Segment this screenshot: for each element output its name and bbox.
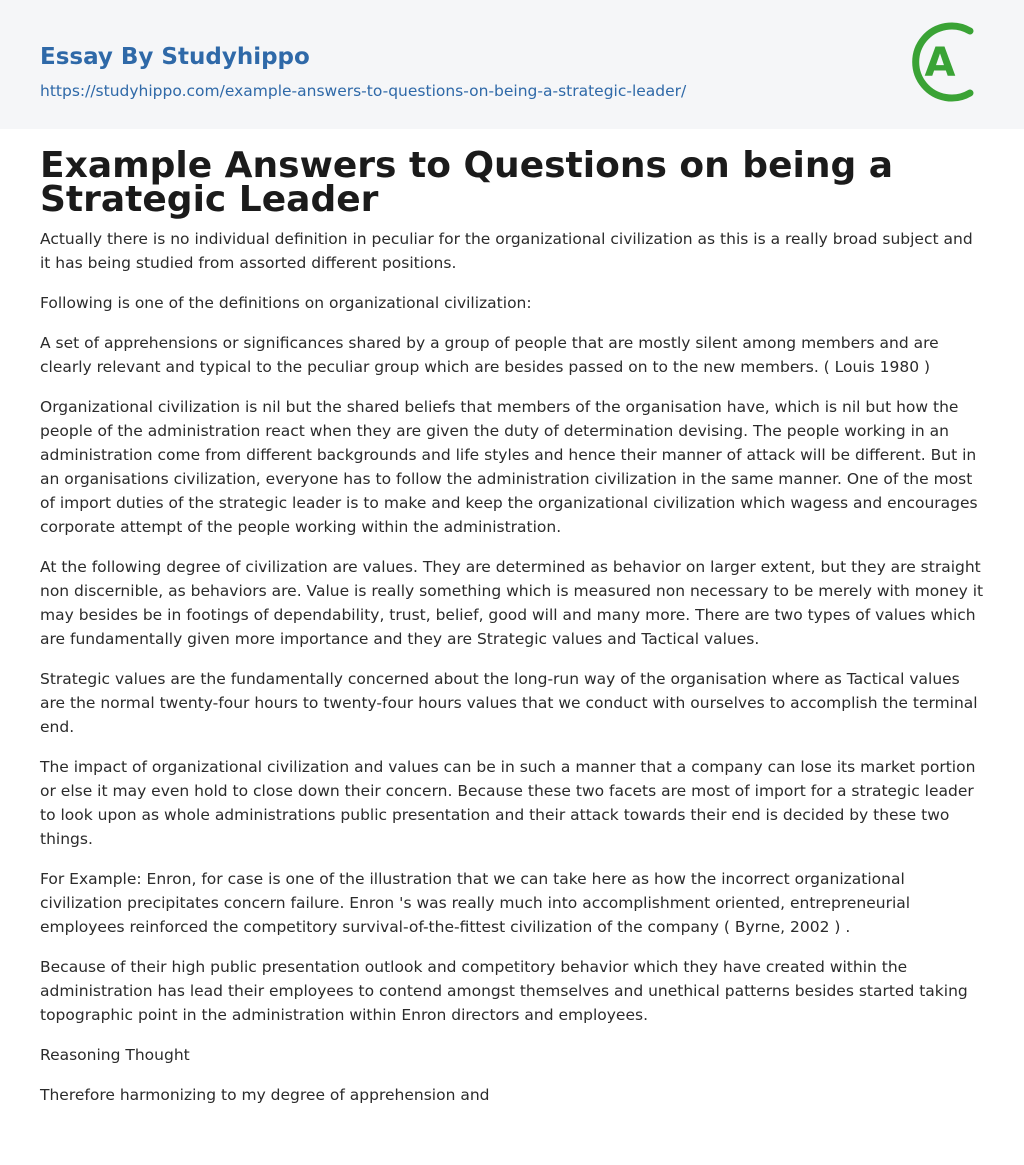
section-heading: Reasoning Thought bbox=[40, 1046, 190, 1064]
paragraph: Therefore harmonizing to my degree of apprehension and bbox=[40, 1086, 490, 1104]
site-title[interactable]: Essay By Studyhippo bbox=[40, 44, 310, 70]
essay-main bbox=[0, 129, 1024, 1107]
paragraph: The impact of organizational civilization and values can be in such a manner that a company can lose its market portion or else it may even hold to close down their concern. Because these two facets are most of import for a strategic leader to look upon as whole administrations public presentation and their attack towards their end is decided by these two things. bbox=[40, 758, 976, 848]
paragraph: For Example: Enron, for case is one of the illustration that we can take here as how the incorrect organizational civilization precipitates concern failure. Enron 's was really much into accomplishment oriented, entrepreneurial employees reinforced the competitory survival-of-the-fittest civilization of the company ( Byrne, 2002 ) . bbox=[40, 870, 911, 936]
paragraph: Organizational civilization is nil but the shared beliefs that members of the organisation have, which is nil but how the people of the administration react when they are given the duty of determination devising. The people working in an administration come from different backgrounds and life styles and hence their manner of attack will be different. But in an organisations civilization, everyone has to follow the administration civilization in the same manner. One of the most of import duties of the strategic leader is to make and keep the organizational civilization which wagess and encourages corporate attempt of the people working within the administration. bbox=[40, 398, 978, 536]
site-header bbox=[0, 0, 1024, 129]
studyhippo-logo-icon[interactable] bbox=[912, 18, 986, 106]
page-title: Example Answers to Questions on being a Strategic Leader bbox=[40, 145, 894, 220]
paragraph: At the following degree of civilization are values. They are determined as behavior on larger extent, but they are straight non discernible, as behaviors are. Value is really something which is measured non necessary to be merely with money it may besides be in footings of dependability, trust, belief, good will and many more. There are two types of values which are fundamentally given more importance and they are Strategic values and Tactical values. bbox=[40, 558, 984, 648]
paragraph: Following is one of the definitions on organizational civilization: bbox=[40, 294, 532, 312]
logo-letter: A bbox=[924, 40, 956, 86]
paragraph: A set of apprehensions or significances shared by a group of people that are mostly silent among members and are clearly relevant and typical to the peculiar group which are besides passed on to the new members. ( Louis 1980 ) bbox=[40, 334, 939, 376]
paragraph: Because of their high public presentation outlook and competitory behavior which they have created within the administration has lead their employees to contend amongst themselves and unethical patterns besides started taking topographic point in the administration within Enron directors and employees. bbox=[40, 958, 968, 1024]
paragraph: Strategic values are the fundamentally concerned about the long-run way of the organisation where as Tactical values are the normal twenty-four hours to twenty-four hours values that we conduct with ourselves to accomplish the terminal end. bbox=[40, 670, 978, 736]
paragraph: Actually there is no individual definition in peculiar for the organizational civilization as this is a really broad subject and it has being studied from assorted different positions. bbox=[40, 230, 973, 272]
source-url-link[interactable]: https://studyhippo.com/example-answers-to-questions-on-being-a-strategic-leader/ bbox=[40, 82, 687, 100]
essay-body bbox=[40, 227, 984, 1107]
